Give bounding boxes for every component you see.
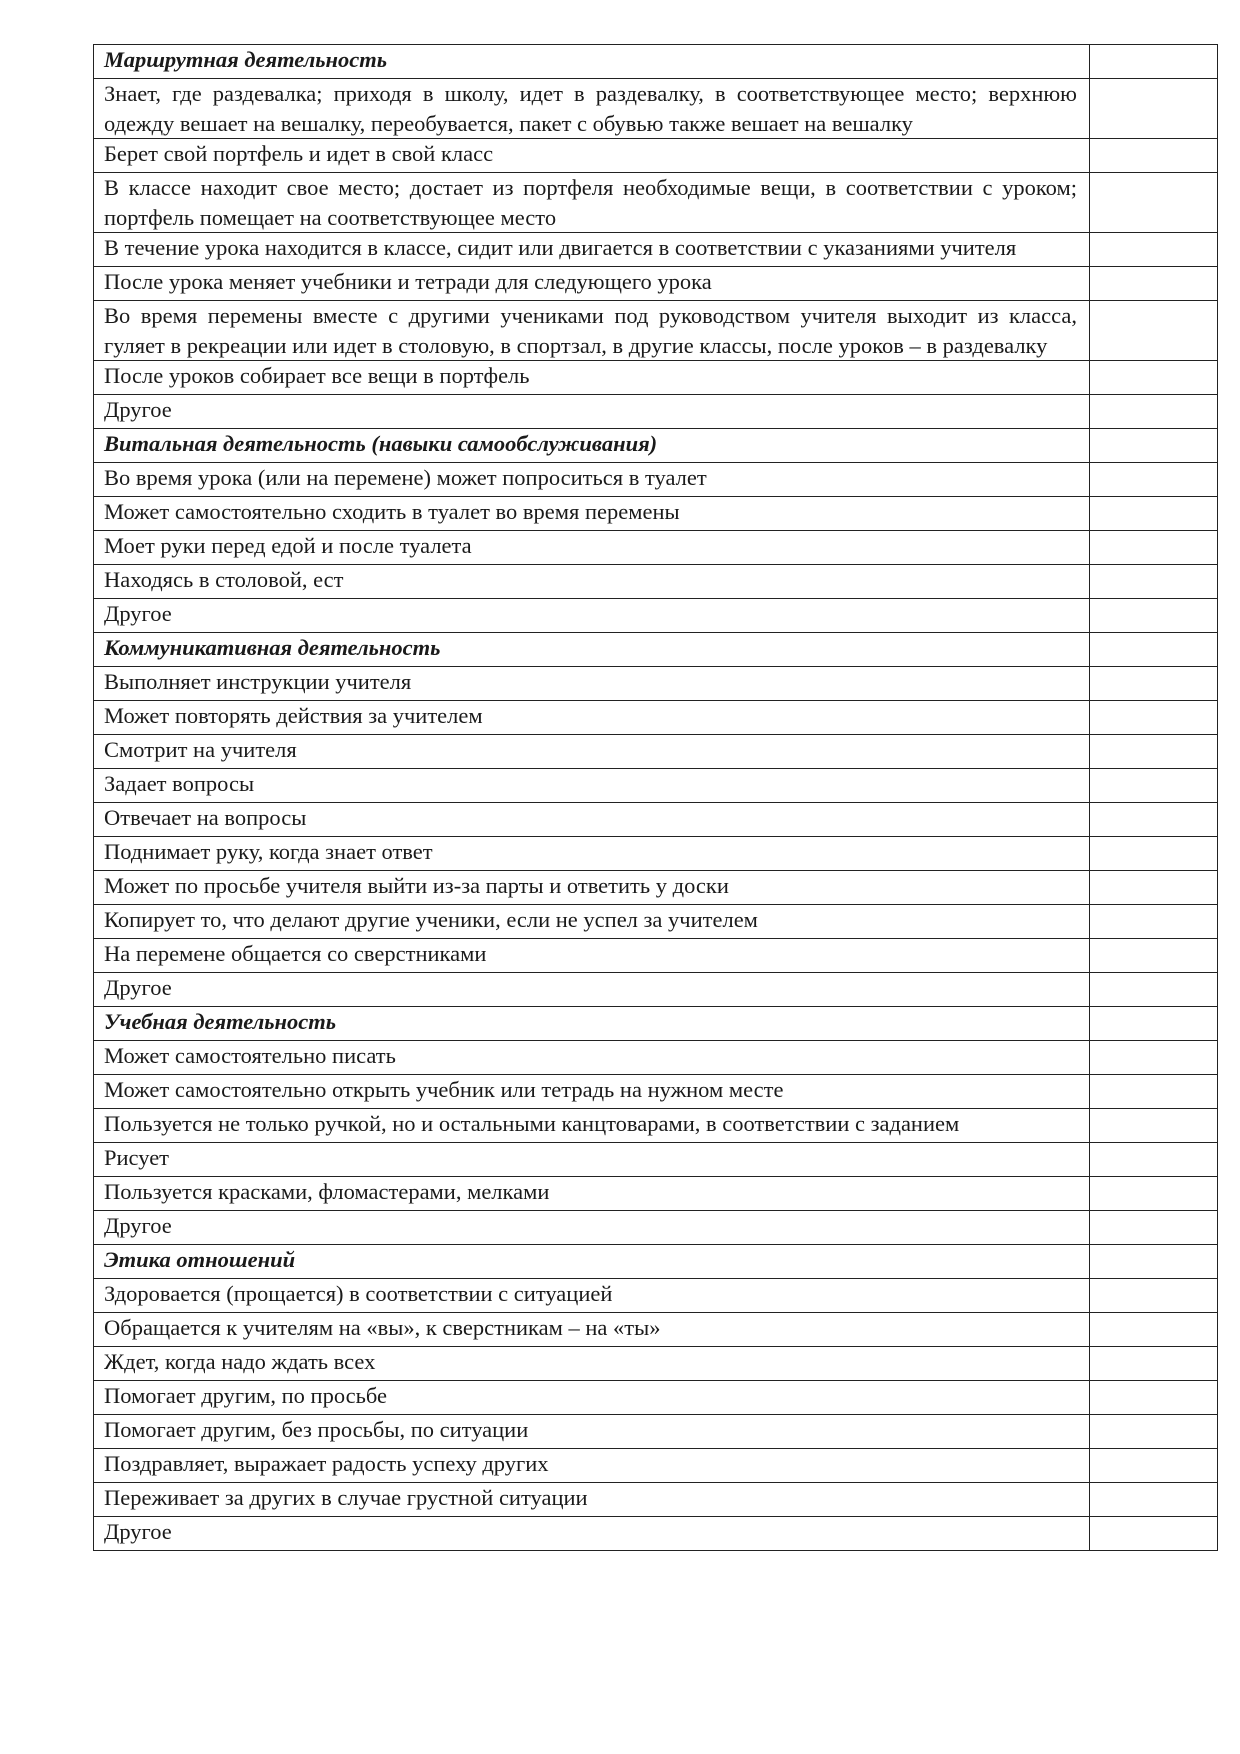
section-title: Маршрутная деятельность — [94, 45, 1090, 79]
checklist-mark-cell[interactable] — [1090, 803, 1218, 837]
section-header-row — [94, 1007, 1218, 1041]
checklist-mark-cell[interactable] — [1090, 939, 1218, 973]
checklist-row — [94, 939, 1218, 973]
checklist-mark-cell[interactable] — [1090, 173, 1218, 233]
checklist-mark-cell[interactable] — [1090, 361, 1218, 395]
checklist-item-text: Пользуется красками, фломастерами, мелками — [94, 1177, 1090, 1211]
section-mark-cell — [1090, 633, 1218, 667]
checklist-row — [94, 531, 1218, 565]
checklist-mark-cell[interactable] — [1090, 1211, 1218, 1245]
checklist-item-text: После урока меняет учебники и тетради для следующего урока — [94, 267, 1090, 301]
section-title: Учебная деятельность — [94, 1007, 1090, 1041]
section-header-row — [94, 1245, 1218, 1279]
checklist-item-text: После уроков собирает все вещи в портфель — [94, 361, 1090, 395]
section-title: Коммуникативная деятельность — [94, 633, 1090, 667]
checklist-row — [94, 361, 1218, 395]
checklist-mark-cell[interactable] — [1090, 1381, 1218, 1415]
checklist-row — [94, 803, 1218, 837]
checklist-mark-cell[interactable] — [1090, 1347, 1218, 1381]
checklist-item-text: Помогает другим, по просьбе — [94, 1381, 1090, 1415]
checklist-mark-cell[interactable] — [1090, 837, 1218, 871]
checklist-item-text: Знает, где раздевалка; приходя в школу, идет в раздевалку, в соответствующее место; верхнюю одежду вешает на вешалку, переобувается, пакет с обувью также вешает на вешалку — [94, 79, 1090, 139]
checklist-row — [94, 395, 1218, 429]
checklist-row — [94, 735, 1218, 769]
checklist-row — [94, 497, 1218, 531]
checklist-item-text: Берет свой портфель и идет в свой класс — [94, 139, 1090, 173]
checklist-row — [94, 233, 1218, 267]
checklist-item-text: Во время урока (или на перемене) может попроситься в туалет — [94, 463, 1090, 497]
checklist-item-text: Другое — [94, 395, 1090, 429]
checklist-mark-cell[interactable] — [1090, 267, 1218, 301]
checklist-row — [94, 139, 1218, 173]
checklist-row — [94, 667, 1218, 701]
checklist-item-text: Ждет, когда надо ждать всех — [94, 1347, 1090, 1381]
checklist-row — [94, 1347, 1218, 1381]
checklist-item-text: Может повторять действия за учителем — [94, 701, 1090, 735]
checklist-item-text: Рисует — [94, 1143, 1090, 1177]
checklist-mark-cell[interactable] — [1090, 769, 1218, 803]
checklist-item-text: Переживает за других в случае грустной ситуации — [94, 1483, 1090, 1517]
checklist-row — [94, 837, 1218, 871]
checklist-row — [94, 1483, 1218, 1517]
checklist-row — [94, 1041, 1218, 1075]
checklist-mark-cell[interactable] — [1090, 667, 1218, 701]
checklist-row — [94, 173, 1218, 233]
checklist-mark-cell[interactable] — [1090, 973, 1218, 1007]
checklist-mark-cell[interactable] — [1090, 463, 1218, 497]
checklist-item-text: Другое — [94, 973, 1090, 1007]
section-header-row — [94, 633, 1218, 667]
checklist-item-text: Другое — [94, 1211, 1090, 1245]
checklist-mark-cell[interactable] — [1090, 1313, 1218, 1347]
checklist-row — [94, 1211, 1218, 1245]
checklist-row — [94, 1279, 1218, 1313]
checklist-item-text: Может самостоятельно писать — [94, 1041, 1090, 1075]
checklist-row — [94, 301, 1218, 361]
checklist-mark-cell[interactable] — [1090, 599, 1218, 633]
checklist-item-text: Обращается к учителям на «вы», к сверстникам – на «ты» — [94, 1313, 1090, 1347]
checklist-mark-cell[interactable] — [1090, 497, 1218, 531]
checklist-row — [94, 599, 1218, 633]
checklist-item-text: Отвечает на вопросы — [94, 803, 1090, 837]
checklist-mark-cell[interactable] — [1090, 871, 1218, 905]
checklist-item-text: Пользуется не только ручкой, но и остальными канцтоварами, в соответствии с заданием — [94, 1109, 1090, 1143]
section-mark-cell — [1090, 429, 1218, 463]
checklist-mark-cell[interactable] — [1090, 1517, 1218, 1551]
checklist-mark-cell[interactable] — [1090, 79, 1218, 139]
section-mark-cell — [1090, 45, 1218, 79]
checklist-item-text: Смотрит на учителя — [94, 735, 1090, 769]
checklist-mark-cell[interactable] — [1090, 1177, 1218, 1211]
section-header-row — [94, 429, 1218, 463]
checklist-mark-cell[interactable] — [1090, 139, 1218, 173]
section-mark-cell — [1090, 1007, 1218, 1041]
checklist-item-text: Помогает другим, без просьбы, по ситуации — [94, 1415, 1090, 1449]
checklist-row — [94, 769, 1218, 803]
checklist-row — [94, 1381, 1218, 1415]
checklist-mark-cell[interactable] — [1090, 1415, 1218, 1449]
checklist-row — [94, 565, 1218, 599]
checklist-mark-cell[interactable] — [1090, 1279, 1218, 1313]
section-mark-cell — [1090, 1245, 1218, 1279]
checklist-mark-cell[interactable] — [1090, 701, 1218, 735]
checklist-row — [94, 871, 1218, 905]
checklist-mark-cell[interactable] — [1090, 1075, 1218, 1109]
checklist-table — [93, 44, 1218, 1551]
checklist-row — [94, 1109, 1218, 1143]
checklist-item-text: Может самостоятельно сходить в туалет во время перемены — [94, 497, 1090, 531]
section-title: Витальная деятельность (навыки самообслуживания) — [94, 429, 1090, 463]
checklist-row — [94, 1517, 1218, 1551]
checklist-item-text: Другое — [94, 599, 1090, 633]
checklist-item-text: Во время перемены вместе с другими учениками под руководством учителя выходит из класса, гуляет в рекреации или идет в столовую, в спортзал, в другие классы, после уроков – в раздевалку — [94, 301, 1090, 361]
checklist-item-text: Выполняет инструкции учителя — [94, 667, 1090, 701]
checklist-mark-cell[interactable] — [1090, 395, 1218, 429]
checklist-mark-cell[interactable] — [1090, 905, 1218, 939]
checklist-item-text: На перемене общается со сверстниками — [94, 939, 1090, 973]
checklist-row — [94, 1449, 1218, 1483]
checklist-mark-cell[interactable] — [1090, 1449, 1218, 1483]
checklist-mark-cell[interactable] — [1090, 233, 1218, 267]
checklist-row — [94, 1415, 1218, 1449]
checklist-row — [94, 973, 1218, 1007]
checklist-mark-cell[interactable] — [1090, 735, 1218, 769]
checklist-item-text: Другое — [94, 1517, 1090, 1551]
checklist-item-text: Может по просьбе учителя выйти из-за парты и ответить у доски — [94, 871, 1090, 905]
checklist-page — [93, 44, 1217, 1551]
checklist-item-text: Поздравляет, выражает радость успеху других — [94, 1449, 1090, 1483]
checklist-item-text: Поднимает руку, когда знает ответ — [94, 837, 1090, 871]
checklist-item-text: Моет руки перед едой и после туалета — [94, 531, 1090, 565]
checklist-item-text: Может самостоятельно открыть учебник или тетрадь на нужном месте — [94, 1075, 1090, 1109]
checklist-row — [94, 905, 1218, 939]
checklist-mark-cell[interactable] — [1090, 1143, 1218, 1177]
section-title: Этика отношений — [94, 1245, 1090, 1279]
checklist-row — [94, 1177, 1218, 1211]
checklist-item-text: В классе находит свое место; достает из портфеля необходимые вещи, в соответствии с уроком; портфель помещает на соответствующее место — [94, 173, 1090, 233]
checklist-body — [94, 45, 1218, 1551]
checklist-row — [94, 1313, 1218, 1347]
section-header-row — [94, 45, 1218, 79]
checklist-row — [94, 1075, 1218, 1109]
checklist-row — [94, 1143, 1218, 1177]
checklist-row — [94, 463, 1218, 497]
checklist-mark-cell[interactable] — [1090, 301, 1218, 361]
checklist-item-text: В течение урока находится в классе, сидит или двигается в соответствии с указаниями учителя — [94, 233, 1090, 267]
checklist-item-text: Задает вопросы — [94, 769, 1090, 803]
checklist-item-text: Здоровается (прощается) в соответствии с ситуацией — [94, 1279, 1090, 1313]
checklist-mark-cell[interactable] — [1090, 1483, 1218, 1517]
checklist-row — [94, 701, 1218, 735]
checklist-mark-cell[interactable] — [1090, 531, 1218, 565]
checklist-row — [94, 267, 1218, 301]
checklist-row — [94, 79, 1218, 139]
checklist-mark-cell[interactable] — [1090, 1041, 1218, 1075]
checklist-mark-cell[interactable] — [1090, 1109, 1218, 1143]
checklist-item-text: Копирует то, что делают другие ученики, если не успел за учителем — [94, 905, 1090, 939]
checklist-item-text: Находясь в столовой, ест — [94, 565, 1090, 599]
checklist-mark-cell[interactable] — [1090, 565, 1218, 599]
